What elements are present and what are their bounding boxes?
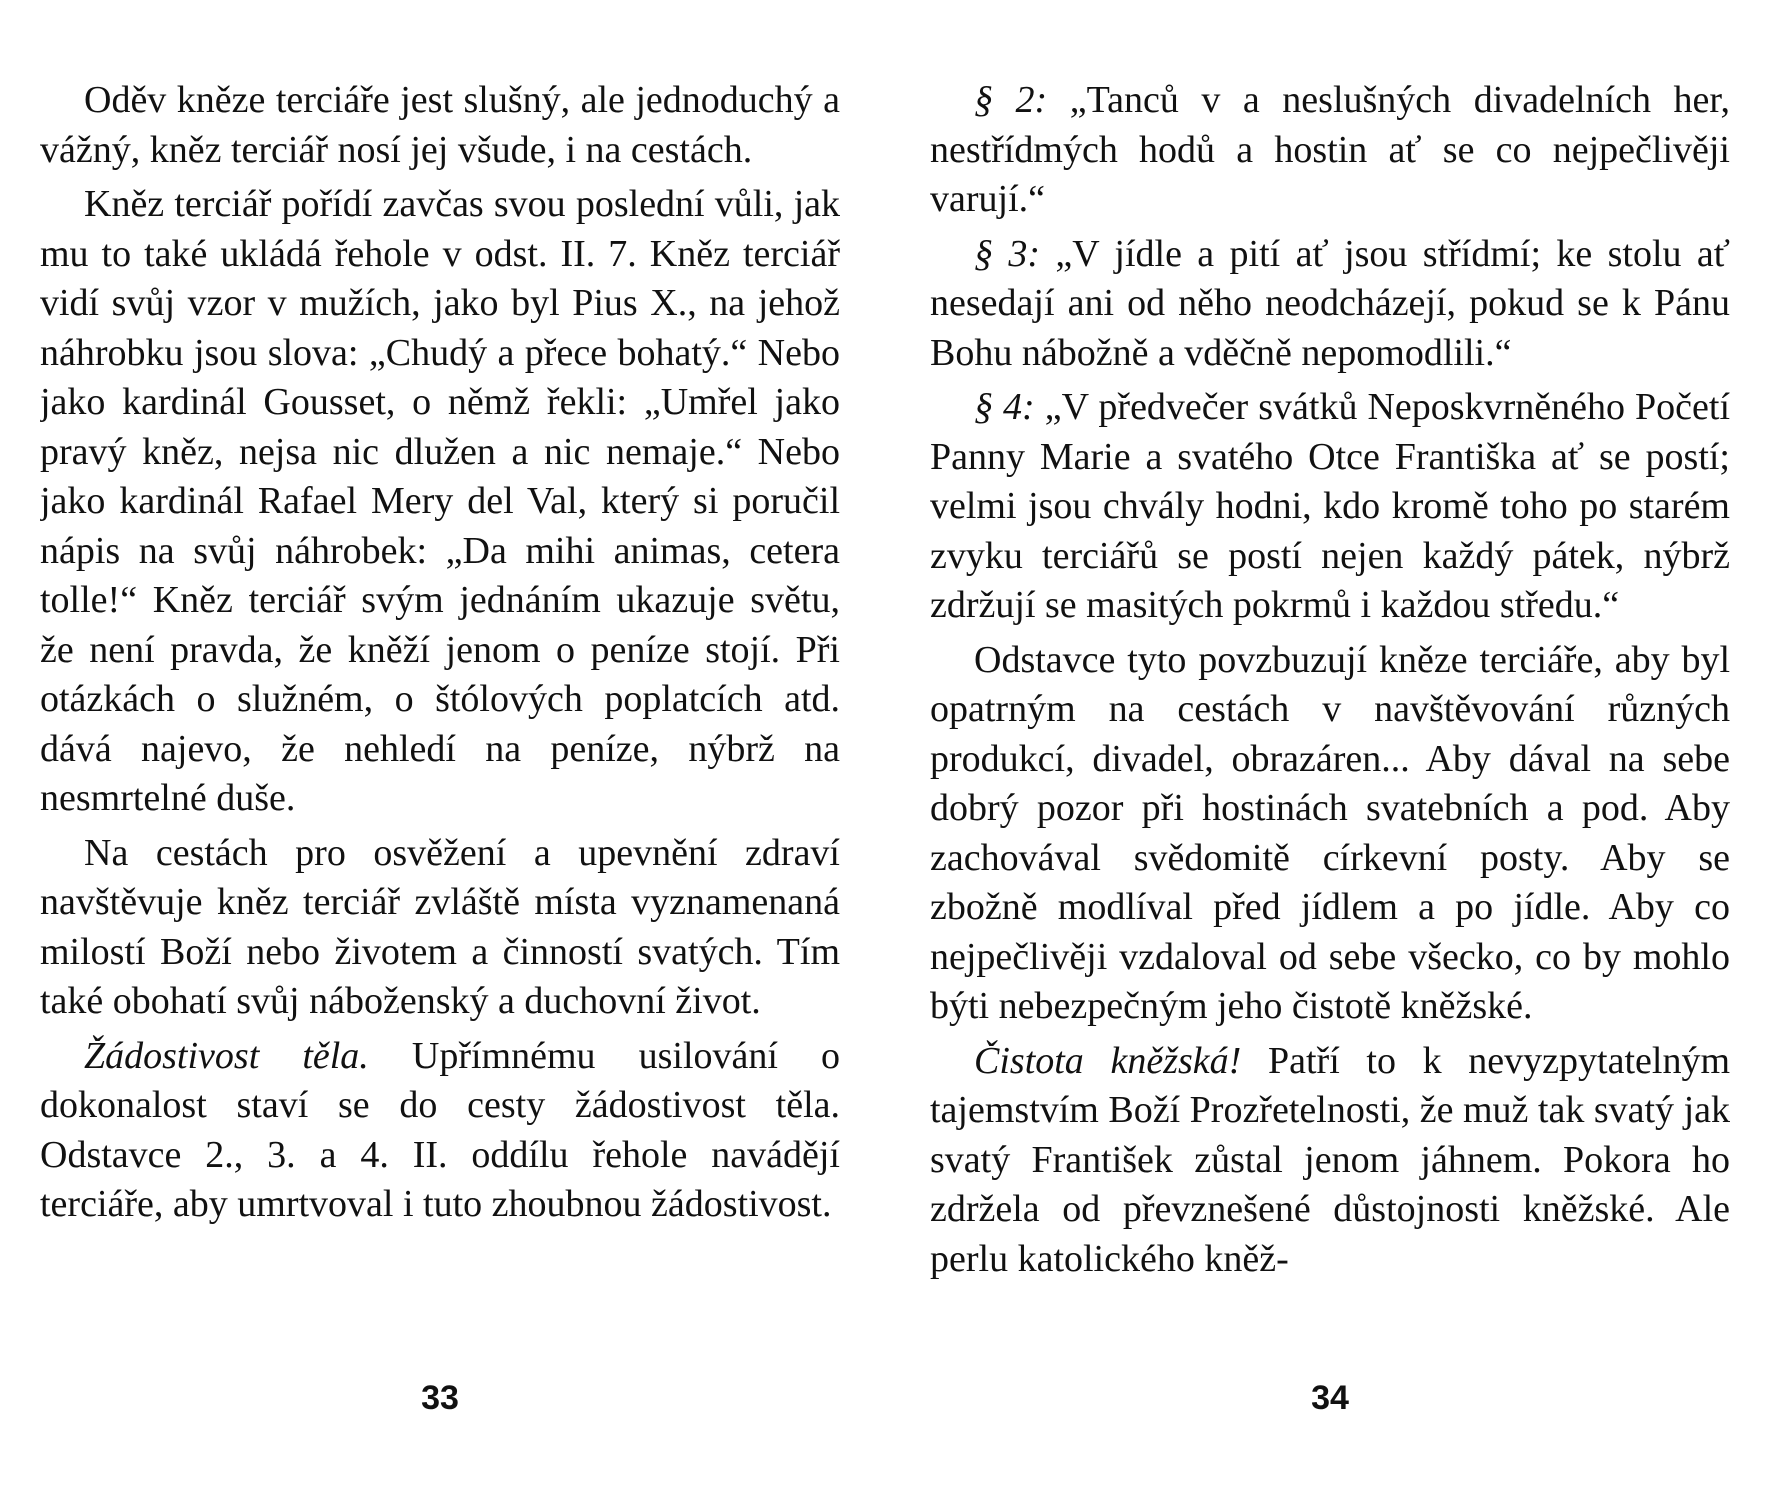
left-paragraph-3-text: Na cestách pro osvěžení a upevnění zdraví navštěvuje kněz terciář zvláště místa vyznamenaná milostí Boží nebo životem a činností svatých. Tím také obohatí svůj náboženský a duchovní život. [40, 831, 840, 1022]
right-paragraph-1-text: „Tanců v a neslušných divadelních her, nestřídmých hodů a hostin ať se co nejpečlivěji varují.“ [930, 79, 1730, 220]
left-paragraph-1-text: Oděv kněze terciáře jest slušný, ale jednoduchý a vážný, kněz terciář nosí jej všude, i na cestách. [40, 79, 840, 171]
left-page-number: 33 [421, 1379, 459, 1417]
right-paragraph-3-lead: § 4: [974, 386, 1035, 428]
left-paragraph-3 [40, 829, 840, 1027]
left-paragraph-4 [40, 1032, 840, 1230]
left-page [40, 76, 840, 1476]
left-page-text [40, 76, 840, 1366]
left-paragraph-2-text: Kněz terciář pořídí zavčas svou poslední vůli, jak mu to také ukládá řehole v odst. II. 7. Kněz terciář vidí svůj vzor v mužích, jako byl Pius X., na jehož náhrobku jsou slova: „Chudý a přece bohatý.“ Nebo jako kardinál Gousset, o němž řekli: „Umřel jako pravý kněz, nejsa nic dlužen a nic nemaje.“ Nebo jako kardinál Rafael Mery del Val, který si poručil nápis na svůj náhrobek: „Da mihi animas, cetera tolle!“ Kněz terciář svým jednáním ukazuje světu, že není pravda, že kněží jenom o peníze stojí. Při otázkách o služném, o štólových poplatcích atd. dává najevo, že nehledí na peníze, nýbrž na nesmrtelné duše. [40, 183, 840, 819]
right-page-text [930, 76, 1730, 1366]
right-paragraph-1 [930, 76, 1730, 225]
right-page [930, 76, 1730, 1476]
right-paragraph-5-lead: Čistota kněžská! [974, 1039, 1242, 1082]
right-paragraph-1-lead: § 2: [974, 79, 1048, 121]
right-paragraph-2-text: „V jídle a pití ať jsou střídmí; ke stolu ať nesedají ani od něho neodcházejí, pokud se k Pánu Bohu nábožně a vděčně nepomodlili.“ [930, 232, 1730, 374]
right-paragraph-4 [930, 636, 1730, 1032]
right-page-number: 34 [1311, 1379, 1349, 1417]
left-paragraph-1 [40, 76, 840, 175]
right-paragraph-5 [930, 1037, 1730, 1285]
right-paragraph-2 [930, 230, 1730, 379]
right-paragraph-4-text: Odstavce tyto povzbuzují kněze terciáře, aby byl opatrným na cestách v navštěvování různých produkcí, divadel, obrazáren... Aby dával na sebe dobrý pozor při hostinách svatebních a pod. Aby zachovával svědomitě církevní posty. Aby se zbožně modlíval před jídlem a po jídle. Aby co nejpečlivěji vzdaloval od sebe všecko, co by mohlo býti nebezpečným jeho čistotě kněžské. [930, 638, 1730, 1027]
left-paragraph-2 [40, 180, 840, 824]
right-paragraph-3-text: „V předvečer svátků Neposkvrněného Početí Panny Marie a svatého Otce Františka ať se postí; velmi jsou chvály hodni, kdo kromě toho po starém zvyku terciářů se postí nejen každý pátek, nýbrž zdržují se masitých pokrmů i každou středu.“ [930, 386, 1730, 626]
right-paragraph-5-text: Patří to k nevyzpytatelným tajemstvím Boží Prozřetelnosti, že muž tak svatý jak svatý František zůstal jenom jáhnem. Pokora ho zdržela od převznešené důstojnosti kněžské. Ale perlu katolického kněž- [930, 1039, 1730, 1280]
left-paragraph-4-text: Upřímnému usilování o dokonalost staví se do cesty žádostivost těla. Odstavce 2., 3. a 4. II. oddílu řehole navádějí terciáře, aby umrtvoval i tuto zhoubnou žádostivost. [40, 1034, 840, 1225]
right-paragraph-3 [930, 383, 1730, 631]
right-paragraph-2-lead: § 3: [974, 232, 1041, 275]
left-paragraph-4-lead: Žádostivost těla. [84, 1034, 369, 1077]
